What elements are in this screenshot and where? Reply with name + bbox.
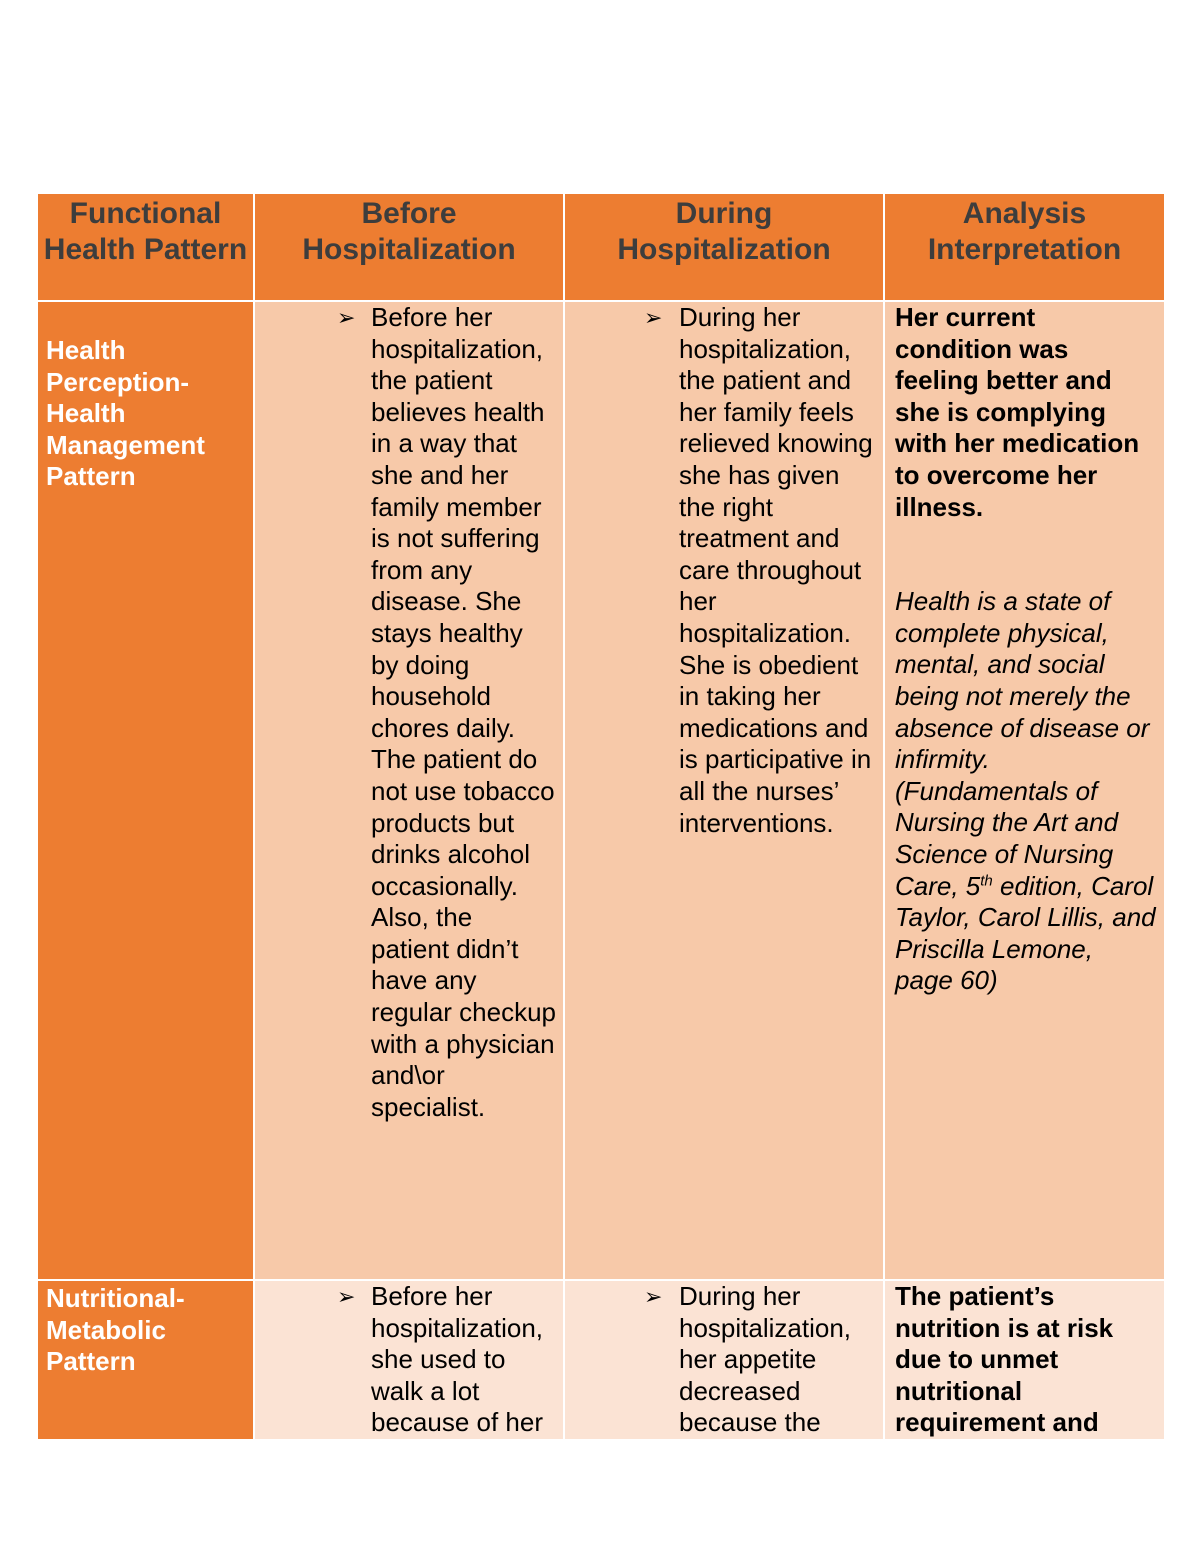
analysis-reference-text: Health is a state of complete physical, mental, and social being not merely the absence of disease or infirmity. (Fundamentals of Nursing the Art and Science of Nursing Care, 5	[895, 586, 1150, 901]
during-hospitalization-cell	[564, 301, 884, 1280]
header-functional-health-pattern: Functional Health Pattern	[37, 193, 254, 301]
pattern-name-line: Health	[46, 335, 126, 365]
during-hospitalization-text: During her hospitalization, the patient and her family feels relieved knowing she has given the right treatment and care throughout her hospitalization. She is obedient in taking her medications and is participative in all the nurses’ interventions.	[679, 302, 873, 838]
arrow-bullet-icon: ➢	[337, 305, 356, 330]
pattern-name-cell	[37, 1280, 254, 1440]
header-during-hospitalization: During Hospitalization	[564, 193, 884, 301]
before-hospitalization-text: Before her hospitalization, the patient believes health in a way that she and her family member is not suffering from any disease. She stays healthy by doing household chores daily. The patient do not use tobacco products but drinks alcohol occasionally. Also, the patient didn’t have any regular checkup with a physician and\or specialist.	[371, 302, 556, 1122]
edition-superscript: th	[980, 871, 993, 889]
before-hospitalization-cell	[254, 301, 564, 1280]
table-row	[37, 1280, 1165, 1440]
analysis-summary: The patient’s nutrition is at risk due to unmet nutritional requirement and	[895, 1281, 1114, 1438]
analysis-summary: Her current condition was feeling better and she is complying with her medication to overcome her illness.	[895, 302, 1140, 522]
pattern-name-line: Pattern	[46, 1346, 136, 1377]
arrow-bullet-icon: ➢	[644, 1284, 663, 1309]
analysis-interpretation-cell	[884, 1280, 1165, 1440]
table-header-row	[37, 193, 1165, 301]
health-pattern-table	[36, 192, 1166, 1441]
arrow-bullet-icon: ➢	[644, 305, 663, 330]
header-before-hospitalization: Before Hospitalization	[254, 193, 564, 301]
pattern-name-line: Management	[46, 429, 205, 460]
before-hospitalization-cell	[254, 1280, 564, 1440]
analysis-reference	[895, 586, 1156, 997]
pattern-name-line: Metabolic	[46, 1314, 166, 1345]
analysis-interpretation-cell	[884, 301, 1165, 1280]
header-analysis-interpretation: Analysis Interpretation	[884, 193, 1165, 301]
pattern-name-cell	[37, 301, 254, 1280]
during-hospitalization-text: During her hospitalization, her appetite decreased because the	[679, 1281, 851, 1438]
during-hospitalization-cell	[564, 1280, 884, 1440]
pattern-name-line: Nutritional-	[46, 1283, 185, 1313]
pattern-name-line: Health	[46, 398, 126, 429]
analysis-reference-text-cont: edition, Carol Taylor, Carol Lillis, and Priscilla Lemone, page 60)	[895, 870, 1156, 996]
pattern-name-line: Pattern	[46, 461, 136, 492]
arrow-bullet-icon: ➢	[337, 1284, 356, 1309]
before-hospitalization-text: Before her hospitalization, she used to walk a lot because of her	[371, 1281, 544, 1438]
pattern-name-line: Perception-	[46, 366, 190, 397]
table-row	[37, 301, 1165, 1280]
